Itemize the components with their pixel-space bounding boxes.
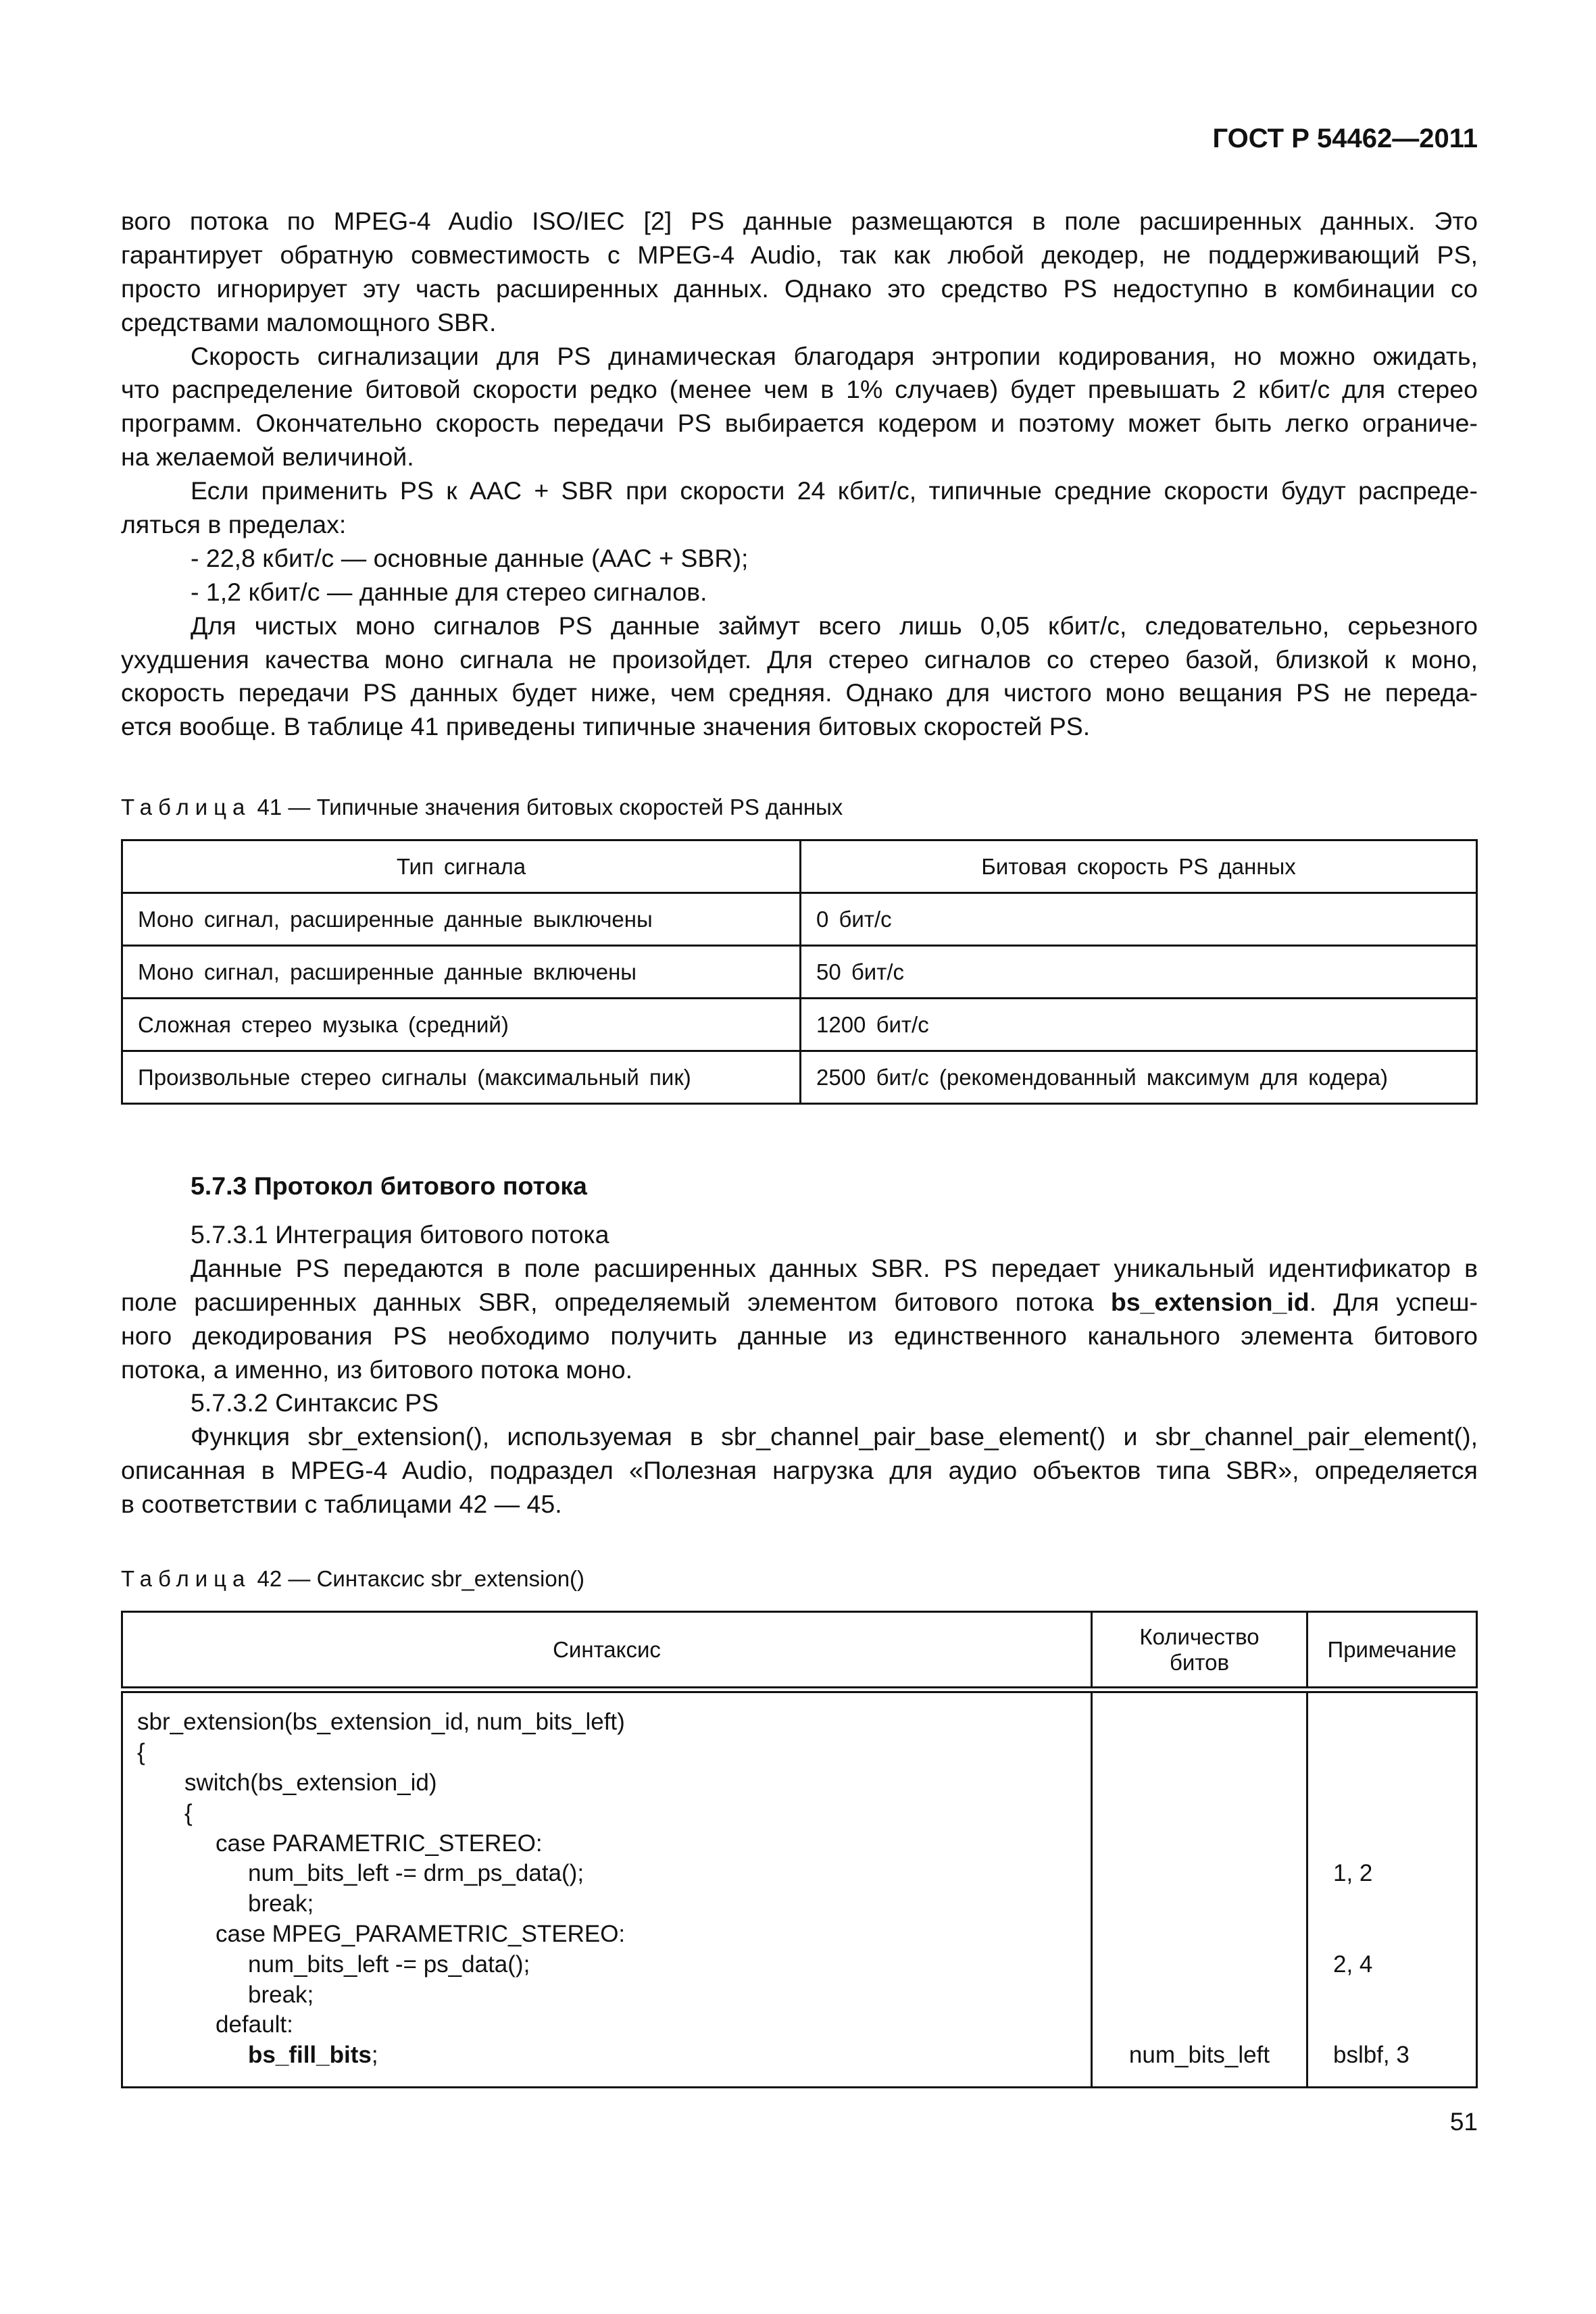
code-line: sbr_extension(bs_extension_id, num_bits_left) xyxy=(137,1709,625,1735)
table-42 xyxy=(121,1611,1478,2088)
text-line: потока, а именно, из битового потока моно. xyxy=(121,1355,632,1384)
code-line: num_bits_left -= drm_ps_data(); xyxy=(248,1860,584,1886)
text-line: в соответствии с таблицами 42 — 45. xyxy=(121,1490,562,1519)
table-header-row xyxy=(122,1612,1477,1690)
table-row xyxy=(122,1690,1477,2088)
text-line: ется вообще. В таблице 41 приведены типичные значения битовых скоростей PS. xyxy=(121,712,1091,741)
text-line: программ. Окончательно скорость передачи PS выбирается кодером и поэтому может быть легко ограниче- xyxy=(121,409,1478,438)
text-line: вого потока по MPEG-4 Audio ISO/IEC [2] PS данные размещаются в поле расширенных данных. Это xyxy=(121,207,1478,235)
subsection-heading: 5.7.3.1 Интеграция битового потока xyxy=(191,1220,609,1249)
code-line: { xyxy=(184,1800,193,1826)
table-cell: 1200 бит/с xyxy=(801,999,1477,1051)
text-line: описанная в MPEG-4 Audio, подраздел «Полезная нагрузка для аудио объектов типа SBR», определяется xyxy=(121,1456,1478,1485)
table-row xyxy=(122,946,1477,999)
column-header xyxy=(1092,1612,1307,1690)
table-41 xyxy=(121,839,1478,1105)
text-line xyxy=(121,1286,1478,1319)
table-row xyxy=(122,1051,1477,1104)
table-row xyxy=(122,893,1477,946)
table-cell: Моно сигнал, расширенные данные выключены xyxy=(122,893,801,946)
column-header: Битовая скорость PS данных xyxy=(801,840,1477,893)
bold-identifier: bs_extension_id xyxy=(1110,1287,1310,1316)
body-text-block-2 xyxy=(121,1218,1478,1521)
table-cell: 2500 бит/с (рекомендованный максимум для кодера) xyxy=(801,1051,1477,1104)
text-span: . Для успеш- xyxy=(1309,1287,1478,1316)
table-header-row xyxy=(122,840,1477,893)
caption-prefix: Таблица xyxy=(121,795,251,820)
list-item: - 1,2 кбит/с — данные для стерео сигналов. xyxy=(191,577,707,606)
header-line: битов xyxy=(1170,1649,1229,1675)
text-line: средствами маломощного SBR. xyxy=(121,307,497,336)
column-header: Тип сигнала xyxy=(122,840,801,893)
text-line: гарантирует обратную совместимость с MPEG-4 Audio, так как любой декодер, не поддерживающий PS, xyxy=(121,240,1478,269)
list-item: - 22,8 кбит/с — основные данные (AAC + SBR); xyxy=(191,543,749,572)
syntax-cell xyxy=(122,1690,1092,2088)
document-id-header: ГОСТ Р 54462—2011 xyxy=(1212,124,1478,153)
code-line: { xyxy=(137,1739,145,1765)
note-value: 2, 4 xyxy=(1333,1951,1373,1978)
code-line: case MPEG_PARAMETRIC_STEREO: xyxy=(216,1921,626,1947)
note-value: 1, 2 xyxy=(1333,1860,1373,1886)
text-line: Данные PS передаются в поле расширенных данных SBR. PS передает уникальный идентификатор в xyxy=(191,1253,1478,1282)
caption-text: 41 — Типичные значения битовых скоростей PS данных xyxy=(251,795,843,820)
page-number: 51 xyxy=(1449,2108,1478,2136)
table-cell: 0 бит/с xyxy=(801,893,1477,946)
section-heading: 5.7.3 Протокол битового потока xyxy=(191,1172,587,1200)
caption-text: 42 — Синтаксис sbr_extension() xyxy=(251,1566,585,1591)
text-line: просто игнорирует эту часть расширенных данных. Однако это средство PS недоступно в комбинации со xyxy=(121,274,1478,303)
code-line: break; xyxy=(248,1982,314,2008)
text-line: Для чистых моно сигналов PS данные займут всего лишь 0,05 кбит/с, следовательно, серьезного xyxy=(191,611,1478,640)
text-line: ухудшения качества моно сигнала не произойдет. Для стерео сигналов со стерео базой, близкой к моно, xyxy=(121,645,1478,674)
subsection-heading: 5.7.3.2 Синтаксис PS xyxy=(191,1388,439,1417)
text-span: поле расширенных данных SBR, определяемый элементом битового потока xyxy=(121,1287,1111,1316)
table-42-caption xyxy=(121,1566,584,1592)
column-header: Синтаксис xyxy=(122,1612,1092,1690)
code-line: break; xyxy=(248,1890,314,1917)
bits-cell xyxy=(1092,1690,1307,2088)
code-line: num_bits_left -= ps_data(); xyxy=(248,1951,530,1978)
text-line: скорость передачи PS данных будет ниже, чем средняя. Однако для чистого моно вещания PS не переда- xyxy=(121,678,1478,707)
text-line: на желаемой величиной. xyxy=(121,443,414,472)
table-row xyxy=(122,999,1477,1051)
code-line xyxy=(248,2042,378,2069)
notes-cell xyxy=(1307,1690,1477,2088)
text-line: что распределение битовой скорости редко (менее чем в 1% случаев) будет превышать 2 кбит/с для стерео xyxy=(121,375,1478,404)
code-line: switch(bs_extension_id) xyxy=(184,1769,437,1796)
table-41-caption xyxy=(121,795,843,820)
text-line: Скорость сигнализации для PS динамическая благодаря энтропии кодирования, но можно ожидать, xyxy=(191,341,1478,370)
table-cell: Моно сигнал, расширенные данные включены xyxy=(122,946,801,999)
caption-prefix: Таблица xyxy=(121,1566,251,1591)
column-header: Примечание xyxy=(1307,1612,1477,1690)
code-line: default: xyxy=(216,2011,293,2038)
text-line: Функция sbr_extension(), используемая в sbr_channel_pair_base_element() и sbr_channel_pair_element(), xyxy=(191,1422,1478,1451)
text-span: ; xyxy=(371,2042,378,2068)
header-line: Количество xyxy=(1139,1624,1260,1649)
bits-value: num_bits_left xyxy=(1128,2042,1270,2068)
text-line: ного декодирования PS необходимо получить данные из единственного канального элемента битового xyxy=(121,1321,1478,1350)
text-line: ляться в пределах: xyxy=(121,510,347,539)
table-cell: Сложная стерео музыка (средний) xyxy=(122,999,801,1051)
code-line: case PARAMETRIC_STEREO: xyxy=(216,1830,543,1857)
text-line: Если применить PS к AAC + SBR при скорости 24 кбит/с, типичные средние скорости будут распреде- xyxy=(191,476,1478,505)
table-cell: Произвольные стерео сигналы (максимальный пик) xyxy=(122,1051,801,1104)
table-cell: 50 бит/с xyxy=(801,946,1477,999)
body-text-block-1 xyxy=(121,205,1478,744)
note-value: bslbf, 3 xyxy=(1333,2042,1410,2068)
bold-identifier: bs_fill_bits xyxy=(248,2042,372,2068)
